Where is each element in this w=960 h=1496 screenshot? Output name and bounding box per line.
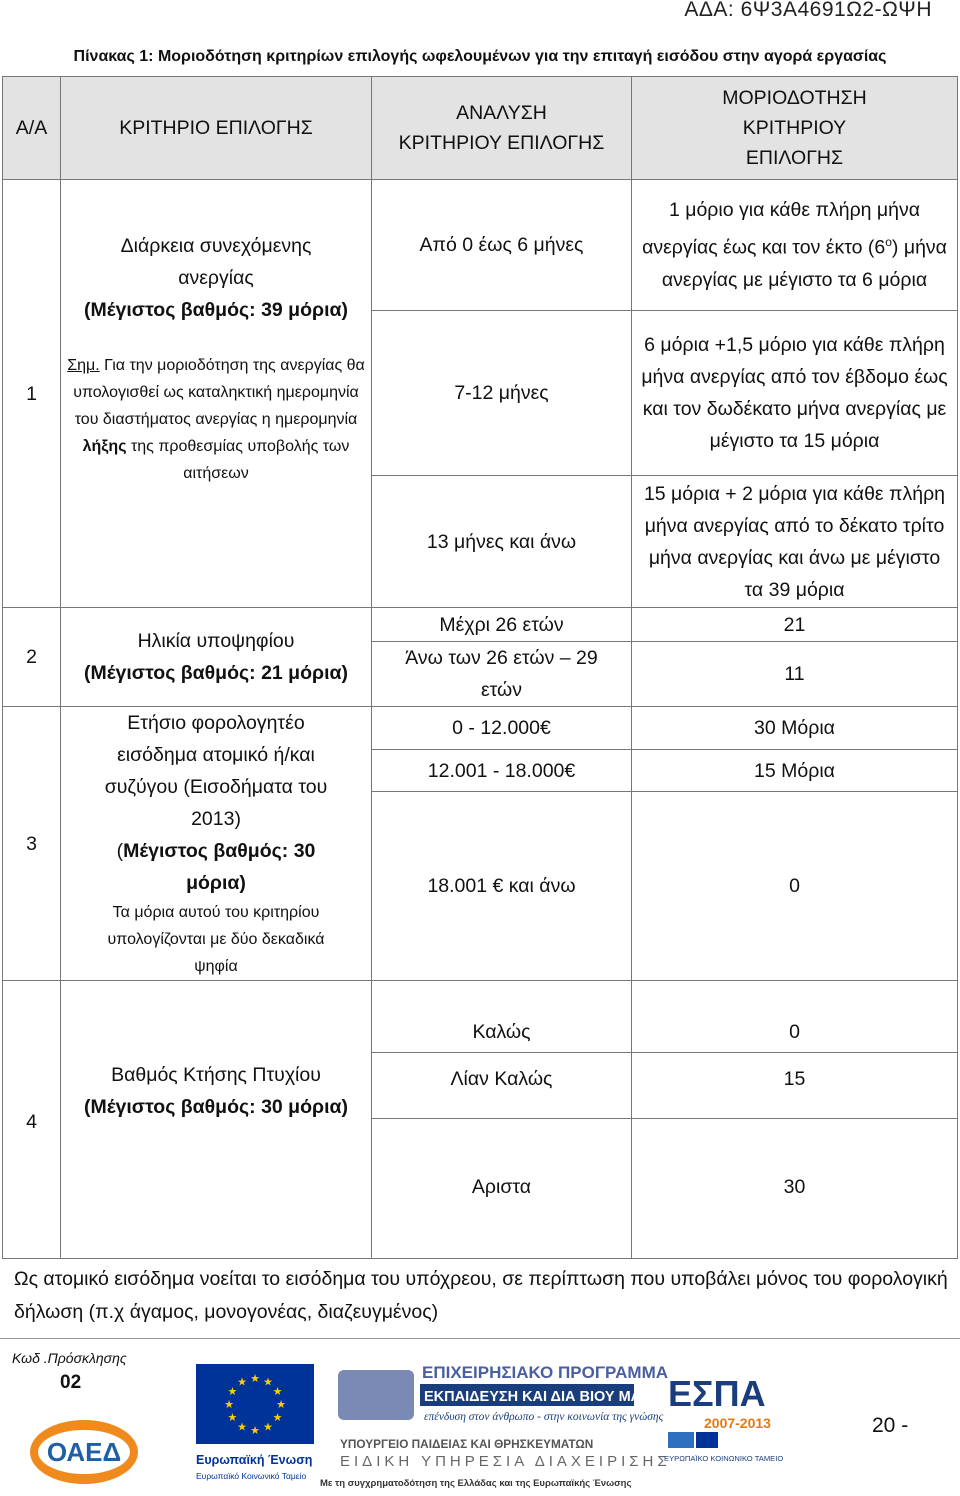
eu-star-icon: ★: [237, 1376, 247, 1389]
svg-text:ΕΚΠΑΙΔΕΥΣΗ ΚΑΙ ΔΙΑ ΒΙΟΥ ΜΑΘΗΣΗ: ΕΚΠΑΙΔΕΥΣΗ ΚΑΙ ΔΙΑ ΒΙΟΥ ΜΑΘΗΣΗ: [424, 1389, 682, 1405]
header-aa: Α/Α: [3, 77, 61, 180]
svg-text:ΕΠΙΧΕΙΡΗΣΙΑΚΟ ΠΡΟΓΡΑΜΜΑ: ΕΠΙΧΕΙΡΗΣΙΑΚΟ ΠΡΟΓΡΑΜΜΑ: [422, 1363, 669, 1382]
analysis-cell: 7-12 μήνες: [372, 311, 632, 476]
analysis-cell: 0 - 12.000€: [372, 707, 632, 750]
criterion-cell: Ηλικία υποψηφίου (Μέγιστος βαθμός: 21 μόρια): [61, 608, 372, 707]
svg-text:ΕΙΔΙΚΗ ΥΠΗΡΕΣΙΑ ΔΙΑΧΕΙΡΙΣΗΣ: ΕΙΔΙΚΗ ΥΠΗΡΕΣΙΑ ΔΙΑΧΕΙΡΙΣΗΣ: [340, 1453, 671, 1470]
table-row: [3, 180, 958, 311]
eu-flag-logo: [196, 1364, 314, 1486]
svg-text:ΥΠΟΥΡΓΕΙΟ ΠΑΙΔΕΙΑΣ ΚΑΙ ΘΡΗΣΚΕΥ: ΥΠΟΥΡΓΕΙΟ ΠΑΙΔΕΙΑΣ ΚΑΙ ΘΡΗΣΚΕΥΜΑΤΩΝ: [340, 1437, 594, 1451]
analysis-cell: Από 0 έως 6 μήνες: [372, 180, 632, 311]
eu-star-icon: ★: [227, 1412, 238, 1424]
analysis-cell: 13 μήνες και άνω: [372, 476, 632, 608]
eu-star-icon: ★: [250, 1373, 260, 1385]
score-cell: 15 Μόρια: [632, 749, 958, 792]
row-number: 3: [3, 707, 61, 981]
score-cell: 6 μόρια +1,5 μόριο για κάθε πλήρη μήνα ανεργίας από τον έβδομο έως και τον δωδέκατο μήνα ανεργίας με μέγιστο τα 15 μόρια: [632, 311, 958, 476]
svg-text:Ευρωπαϊκή Ένωση: Ευρωπαϊκή Ένωση: [196, 1453, 313, 1467]
score-cell: 0: [632, 792, 958, 981]
svg-text:ΕΥΡΩΠΑΪΚΟ ΚΟΙΝΩΝΙΚΟ ΤΑΜΕΙΟ: ΕΥΡΩΠΑΪΚΟ ΚΟΙΝΩΝΙΚΟ ΤΑΜΕΙΟ: [664, 1454, 784, 1463]
score-cell: 30: [632, 1119, 958, 1259]
svg-text:Ευρωπαϊκό Κοινωνικό Ταμείο: Ευρωπαϊκό Κοινωνικό Ταμείο: [196, 1471, 307, 1481]
score-cell: 1 μόριο για κάθε πλήρη μήνα ανεργίας έως και τον έκτο $(6^o)$ μήνα ανεργίας με μέγιστο τα 6 μόρια: [632, 180, 958, 311]
svg-text:ΕΣΠΑ: ΕΣΠΑ: [668, 1373, 766, 1414]
income-note: Ως ατομικό εισόδημα νοείται το εισόδημα του υπόχρεου, σε περίπτωση που υποβάλει μόνος του φορολογική δήλωση (π.χ άγαμος, μονογονέας, διαζευγμένος): [14, 1268, 948, 1323]
operational-programme-logo: [320, 1362, 682, 1490]
eu-star-icon: ★: [272, 1412, 283, 1424]
analysis-cell: Αριστα: [372, 1119, 632, 1259]
analysis-cell: Καλώς: [372, 981, 632, 1053]
analysis-cell: Άνω των 26 ετών – 29 ετών: [372, 642, 632, 707]
analysis-cell: Μέχρι 26 ετών: [372, 608, 632, 642]
eu-star-icon: ★: [227, 1386, 238, 1398]
eu-star-icon: ★: [263, 1421, 273, 1434]
score-cell: 0: [632, 981, 958, 1053]
svg-text:επένδυση στον άνθρωπο - στην κ: επένδυση στον άνθρωπο - στην κοινωνία της γνώσης: [424, 1411, 664, 1423]
espa-logo: [660, 1366, 802, 1466]
svg-text:2007-2013: 2007-2013: [704, 1415, 771, 1431]
eu-star-icon: ★: [272, 1386, 283, 1398]
score-cell: 15 μόρια + 2 μόρια για κάθε πλήρη μήνα ανεργίας από το δέκατο τρίτο μήνα ανεργίας και άνω με μέγιστο τα 39 μόρια: [632, 476, 958, 608]
invitation-code: 02: [60, 1372, 82, 1393]
analysis-cell: 18.001 € και άνω: [372, 792, 632, 981]
invitation-code-label: Κωδ .Πρόσκλησης: [12, 1350, 127, 1366]
eu-star-icon: ★: [237, 1421, 247, 1434]
score-cell: 21: [632, 608, 958, 642]
ada-code: ΑΔΑ: 6Ψ3Α4691Ω2-ΩΨΗ: [684, 0, 932, 21]
table-row: [3, 981, 958, 1053]
eu-star-icon: ★: [276, 1399, 286, 1411]
header-score: ΜΟΡΙΟΔΟΤΗΣΗ ΚΡΙΤΗΡΙΟΥ ΕΠΙΛΟΓΗΣ: [632, 77, 958, 180]
score-cell: 30 Μόρια: [632, 707, 958, 750]
row-number: 4: [3, 981, 61, 1259]
header-criterion: ΚΡΙΤΗΡΙΟ ΕΠΙΛΟΓΗΣ: [61, 77, 372, 180]
eu-star-icon: ★: [224, 1399, 234, 1411]
analysis-cell: Λίαν Καλώς: [372, 1053, 632, 1119]
table-row: [3, 608, 958, 642]
header-analysis: ΑΝΑΛΥΣΗ ΚΡΙΤΗΡΙΟΥ ΕΠΙΛΟΓΗΣ: [372, 77, 632, 180]
analysis-cell: 12.001 - 18.000€: [372, 749, 632, 792]
criteria-table: [2, 76, 958, 1259]
svg-text:ΟΑΕΔ: ΟΑΕΔ: [46, 1437, 122, 1467]
footer-divider: [0, 1338, 960, 1339]
criterion-cell: Διάρκεια συνεχόμενης ανεργίας (Μέγιστος βαθμός: 39 μόρια) Σημ. Για την μοριοδότηση της ανεργίας θα υπολογισθεί ως καταληκτική ημερομηνία του διαστήματος ανεργίας η ημερομηνία λήξης της προθεσμίας υποβολής των αιτήσεων: [61, 180, 372, 608]
table-row: [3, 707, 958, 750]
page-number: 20 -: [872, 1414, 909, 1437]
row-number: 1: [3, 180, 61, 608]
eu-star-icon: ★: [263, 1376, 273, 1389]
table-caption: Πίνακας 1: Μοριοδότηση κριτηρίων επιλογής ωφελουμένων για την επιταγή εισόδου στην αγορά εργασίας: [73, 48, 887, 65]
criterion-cell: Ετήσιο φορολογητέο εισόδημα ατομικό ή/και συζύγου (Εισοδήματα του 2013) (Μέγιστος βαθμός: 30 μόρια) Τα μόρια αυτού του κριτηρίου υπολογίζονται με δύο δεκαδικά ψηφία: [61, 707, 372, 981]
svg-text:Με τη συγχρηματοδότηση της Ελλ: Με τη συγχρηματοδότηση της Ελλάδας και της Ευρωπαϊκής Ένωσης: [320, 1478, 632, 1489]
score-cell: 15: [632, 1053, 958, 1119]
criterion-cell: Βαθμός Κτήσης Πτυχίου (Μέγιστος βαθμός: 30 μόρια): [61, 981, 372, 1259]
eu-star-icon: ★: [250, 1425, 260, 1437]
score-cell: 11: [632, 642, 958, 707]
oaed-logo: [28, 1416, 140, 1486]
row-number: 2: [3, 608, 61, 707]
table-header-row: [3, 77, 958, 180]
